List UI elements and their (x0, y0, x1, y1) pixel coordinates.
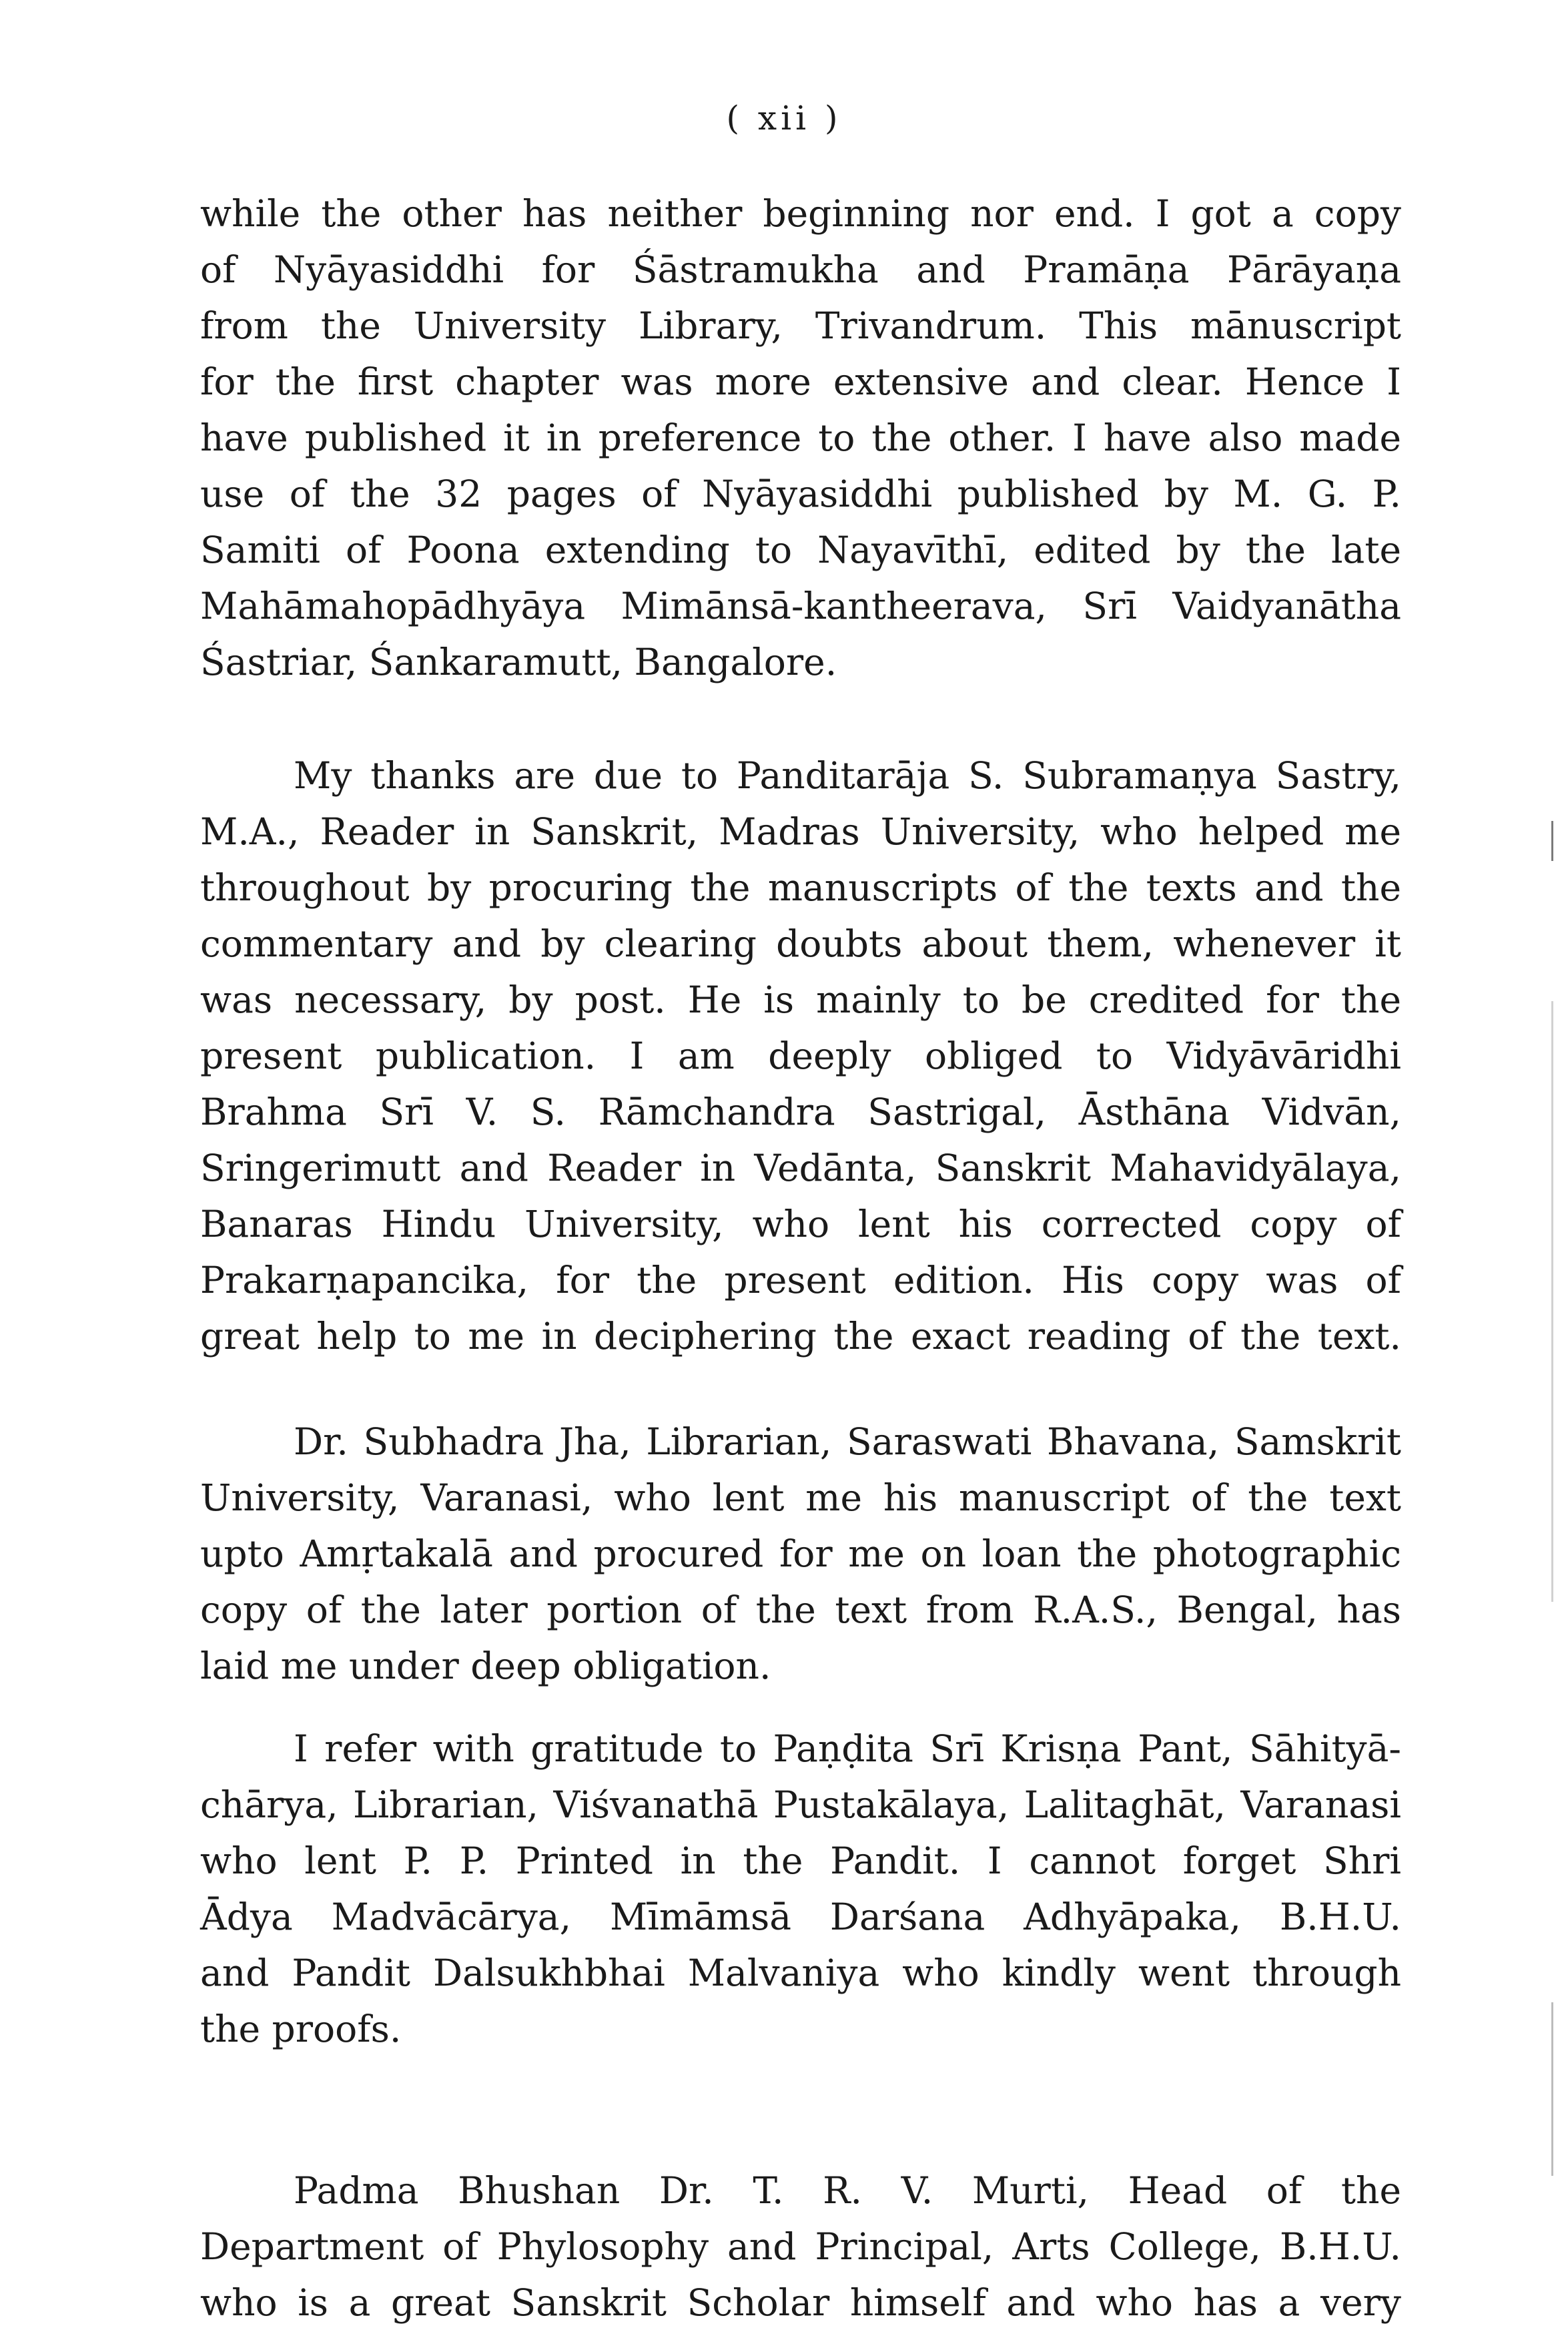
text-line: for the first chapter was more extensive and clear. Hence I (200, 360, 1401, 403)
text-line: great help to me in deciphering the exact reading of the text. (200, 1315, 1401, 1358)
text-line: Padma Bhushan Dr. T. R. V. Murti, Head of the (294, 2169, 1401, 2212)
scan-margin-mark (1551, 1001, 1553, 1602)
text-line: Śastriar, Śankaramutt, Bangalore. (200, 641, 837, 683)
paragraph-4 (200, 1721, 1401, 2057)
text-line: from the University Library, Trivandrum. This mānuscript (200, 304, 1401, 347)
scan-margin-mark (1551, 821, 1553, 861)
text-line: Mahāmahopādhyāya Mimānsā-kantheerava, Srī Vaidyanātha (200, 585, 1401, 627)
text-line: commentary and by clearing doubts about them, whenever it (200, 922, 1401, 965)
text-line: Prakarṇapancika, for the present edition. His copy was of (200, 1259, 1401, 1301)
scan-margin-mark (1551, 2002, 1553, 2176)
text-line: Ādya Madvācārya, Mīmāmsā Darśana Adhyāpaka, B.H.U. (200, 1895, 1401, 1938)
text-line: present publication. I am deeply obliged to Vidyāvāridhi (200, 1035, 1401, 1077)
paragraph-3 (200, 1414, 1401, 1694)
text-line: use of the 32 pages of Nyāyasiddhi published by M. G. P. (200, 473, 1401, 515)
text-line: while the other has neither beginning nor end. I got a copy (200, 192, 1401, 235)
text-line: My thanks are due to Panditarāja S. Subramaṇya Sastry, (294, 754, 1401, 797)
text-line: who is a great Sanskrit Scholar himself and who has a very (200, 2281, 1401, 2324)
text-line: upto Amṛtakalā and procured for me on loan the photographic (200, 1532, 1401, 1575)
paragraph-2 (200, 748, 1401, 1364)
text-line: I refer with gratitude to Paṇḍita Srī Krisṇa Pant, Sāhityā- (294, 1727, 1401, 1770)
text-line: have published it in preference to the other. I have also made (200, 416, 1401, 459)
text-line: was necessary, by post. He is mainly to be credited for the (200, 978, 1401, 1021)
text-line: throughout by procuring the manuscripts of the texts and the (200, 866, 1401, 909)
text-line: Department of Phylosophy and Principal, Arts College, B.H.U. (200, 2225, 1401, 2268)
paragraph-1 (200, 186, 1401, 690)
text-line: chārya, Librarian, Viśvanathā Pustakālaya, Lalitaghāt, Varanasi (200, 1783, 1401, 1826)
paragraph-5 (200, 2162, 1401, 2331)
text-line: the proofs. (200, 2008, 402, 2050)
text-line: Brahma Srī V. S. Rāmchandra Sastrigal, Āsthāna Vidvān, (200, 1091, 1401, 1133)
text-line: University, Varanasi, who lent me his manuscript of the text (200, 1476, 1401, 1519)
text-line: laid me under deep obligation. (200, 1645, 771, 1687)
text-line: copy of the later portion of the text from R.A.S., Bengal, has (200, 1588, 1401, 1631)
text-line: of Nyāyasiddhi for Śāstramukha and Pramāṇa Pārāyaṇa (200, 248, 1401, 291)
text-line: Banaras Hindu University, who lent his corrected copy of (200, 1203, 1401, 1245)
text-line: and Pandit Dalsukhbhai Malvaniya who kindly went through (200, 1952, 1401, 1994)
page-number: ( xii ) (726, 99, 842, 137)
text-line: Dr. Subhadra Jha, Librarian, Saraswati Bhavana, Samskrit (294, 1420, 1401, 1463)
text-line: who lent P. P. Printed in the Pandit. I cannot forget Shri (200, 1839, 1401, 1882)
text-line: Sringerimutt and Reader in Vedānta, Sanskrit Mahavidyālaya, (200, 1147, 1401, 1189)
text-line: Samiti of Poona extending to Nayavīthī, edited by the late (200, 529, 1401, 571)
text-line: M.A., Reader in Sanskrit, Madras University, who helped me (200, 810, 1401, 853)
